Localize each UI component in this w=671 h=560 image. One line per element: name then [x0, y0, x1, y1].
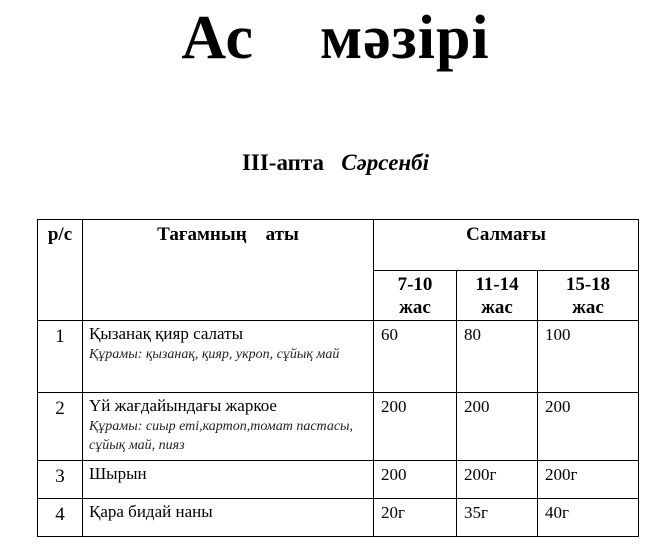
- column-header-weight: Салмағы: [374, 220, 639, 271]
- dish-name: Қара бидай наны: [89, 502, 213, 521]
- column-header-name: Тағамның аты: [83, 220, 374, 321]
- column-header-number: р/с: [38, 220, 83, 321]
- weight-11-14: 80: [457, 321, 538, 393]
- dish-name: Үй жағдайындағы жаркое: [89, 396, 277, 415]
- row-number: 4: [38, 499, 83, 537]
- table-row: [38, 461, 639, 499]
- day-label: Сәрсенбі: [341, 150, 430, 175]
- table-row: [38, 393, 639, 461]
- header-row: [38, 220, 639, 271]
- subtitle: [0, 148, 671, 178]
- weight-7-10: 60: [374, 321, 457, 393]
- age-header-7-10: 7-10 жас: [374, 271, 457, 321]
- dish-ingredients: Құрамы: сиыр еті,картоп,томат пастасы, сұйық май, пияз: [89, 419, 354, 453]
- weight-11-14: 200г: [457, 461, 538, 499]
- dish-cell: [83, 321, 374, 393]
- weight-7-10: 20г: [374, 499, 457, 537]
- table-row: [38, 321, 639, 393]
- age-header-11-14: 11-14 жас: [457, 271, 538, 321]
- page-title: Ас мәзірі: [181, 4, 490, 72]
- weight-11-14: 200: [457, 393, 538, 461]
- dish-cell: [83, 499, 374, 537]
- row-number: 2: [38, 393, 83, 461]
- row-number: 3: [38, 461, 83, 499]
- week-label: ІІІ-апта: [241, 150, 324, 175]
- dish-name: Шырын: [89, 464, 147, 483]
- dish-cell: [83, 461, 374, 499]
- weight-15-18: 200: [538, 393, 639, 461]
- weight-15-18: 40г: [538, 499, 639, 537]
- row-number: 1: [38, 321, 83, 393]
- weight-11-14: 35г: [457, 499, 538, 537]
- dish-name: Қызанақ қияр салаты: [89, 324, 243, 343]
- weight-15-18: 100: [538, 321, 639, 393]
- table-row: [38, 499, 639, 537]
- age-header-15-18: 15-18 жас: [538, 271, 639, 321]
- dish-ingredients: Құрамы: қызанақ, қияр, укроп, сұйық май: [89, 347, 340, 362]
- weight-15-18: 200г: [538, 461, 639, 499]
- dish-cell: [83, 393, 374, 461]
- weight-7-10: 200: [374, 393, 457, 461]
- menu-table: [37, 219, 639, 537]
- weight-7-10: 200: [374, 461, 457, 499]
